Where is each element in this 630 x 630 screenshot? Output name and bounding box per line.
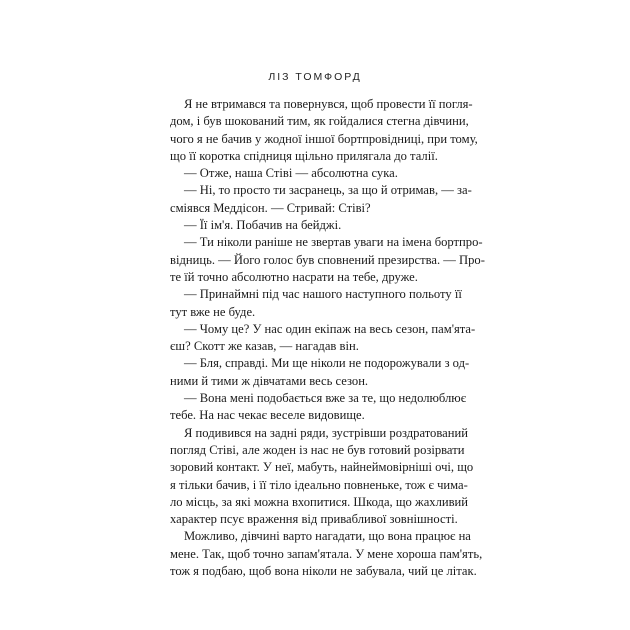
paragraph <box>170 286 462 321</box>
running-head-author: ЛІЗ ТОМФОРД <box>268 71 362 83</box>
paragraph <box>170 321 476 356</box>
text-line: — Бля, справді. Ми ще ніколи не подорожували з од- <box>184 356 470 371</box>
text-line: чого я не бачив у жодної іншої бортпровідниці, при тому, <box>170 131 478 146</box>
text-line: єш? Скотт же казав, — нагадав він. <box>170 339 359 354</box>
body-text <box>170 96 485 580</box>
text-line: Я не втримався та повернувся, щоб провести її погля- <box>184 97 473 111</box>
text-line: Я подивився на задні ряди, зустрівши роздратований <box>184 425 468 440</box>
text-line: дом, і був шокований тим, як гойдалися стегна дівчини, <box>170 114 469 129</box>
paragraph <box>170 355 470 390</box>
paragraph <box>170 390 467 425</box>
text-line: тебе. На нас чекає веселе видовище. <box>170 408 365 423</box>
text-line: Можливо, дівчині варто нагадати, що вона працює на <box>184 529 471 544</box>
text-line: — Принаймні під час нашого наступного польоту її <box>184 287 462 302</box>
text-line: тож я подбаю, щоб вона ніколи не забувала, чий це літак. <box>170 564 477 579</box>
text-line: — Ти ніколи раніше не звертав уваги на імена бортпро- <box>184 235 483 250</box>
paragraph <box>170 528 483 580</box>
paragraph <box>170 96 478 165</box>
text-line: ними й тими ж дівчатами весь сезон. <box>170 373 369 388</box>
paragraph <box>170 217 456 234</box>
text-line: мене. Так, щоб точно запам'ятала. У мене хороша пам'ять, <box>170 546 483 561</box>
text-line: — Ні, то просто ти засранець, за що й отримав, — за- <box>184 183 472 198</box>
text-line: — Її ім'я. Побачив на бейджі. <box>184 218 342 233</box>
text-line: характер псує враження від привабливої зовнішності. <box>170 512 458 527</box>
paragraph <box>170 234 485 286</box>
paragraph <box>170 182 472 217</box>
text-line: — Отже, наша Стіві — абсолютна сука. <box>184 166 398 181</box>
paragraph <box>170 425 474 529</box>
text-line: — Вона мені подобається вже за те, що недолюблює <box>184 391 467 406</box>
paragraph <box>170 165 456 182</box>
text-line: — Чому це? У нас один екіпаж на весь сезон, пам'ята- <box>184 321 476 336</box>
text-line: що її коротка спідниця щільно прилягала до талії. <box>170 148 438 163</box>
text-line: сміявся Меддісон. — Стривай: Стіві? <box>170 200 371 215</box>
text-line: те їй точно абсолютно насрати на тебе, друже. <box>170 269 418 284</box>
text-line: відниць. — Його голос був сповнений презирства. — Про- <box>170 252 485 267</box>
text-line: я тільки бачив, і її тіло ідеально повненьке, тож є чима- <box>170 477 468 492</box>
text-line: тут вже не буде. <box>170 304 256 319</box>
text-line: зоровий контакт. У неї, мабуть, найнеймовірніші очі, що <box>170 460 474 475</box>
text-line: погляд Стіві, але жоден із нас не був готовий розірвати <box>170 442 465 457</box>
text-line: ло місць, за які можна вхопитися. Шкода, що жахливий <box>170 494 469 509</box>
